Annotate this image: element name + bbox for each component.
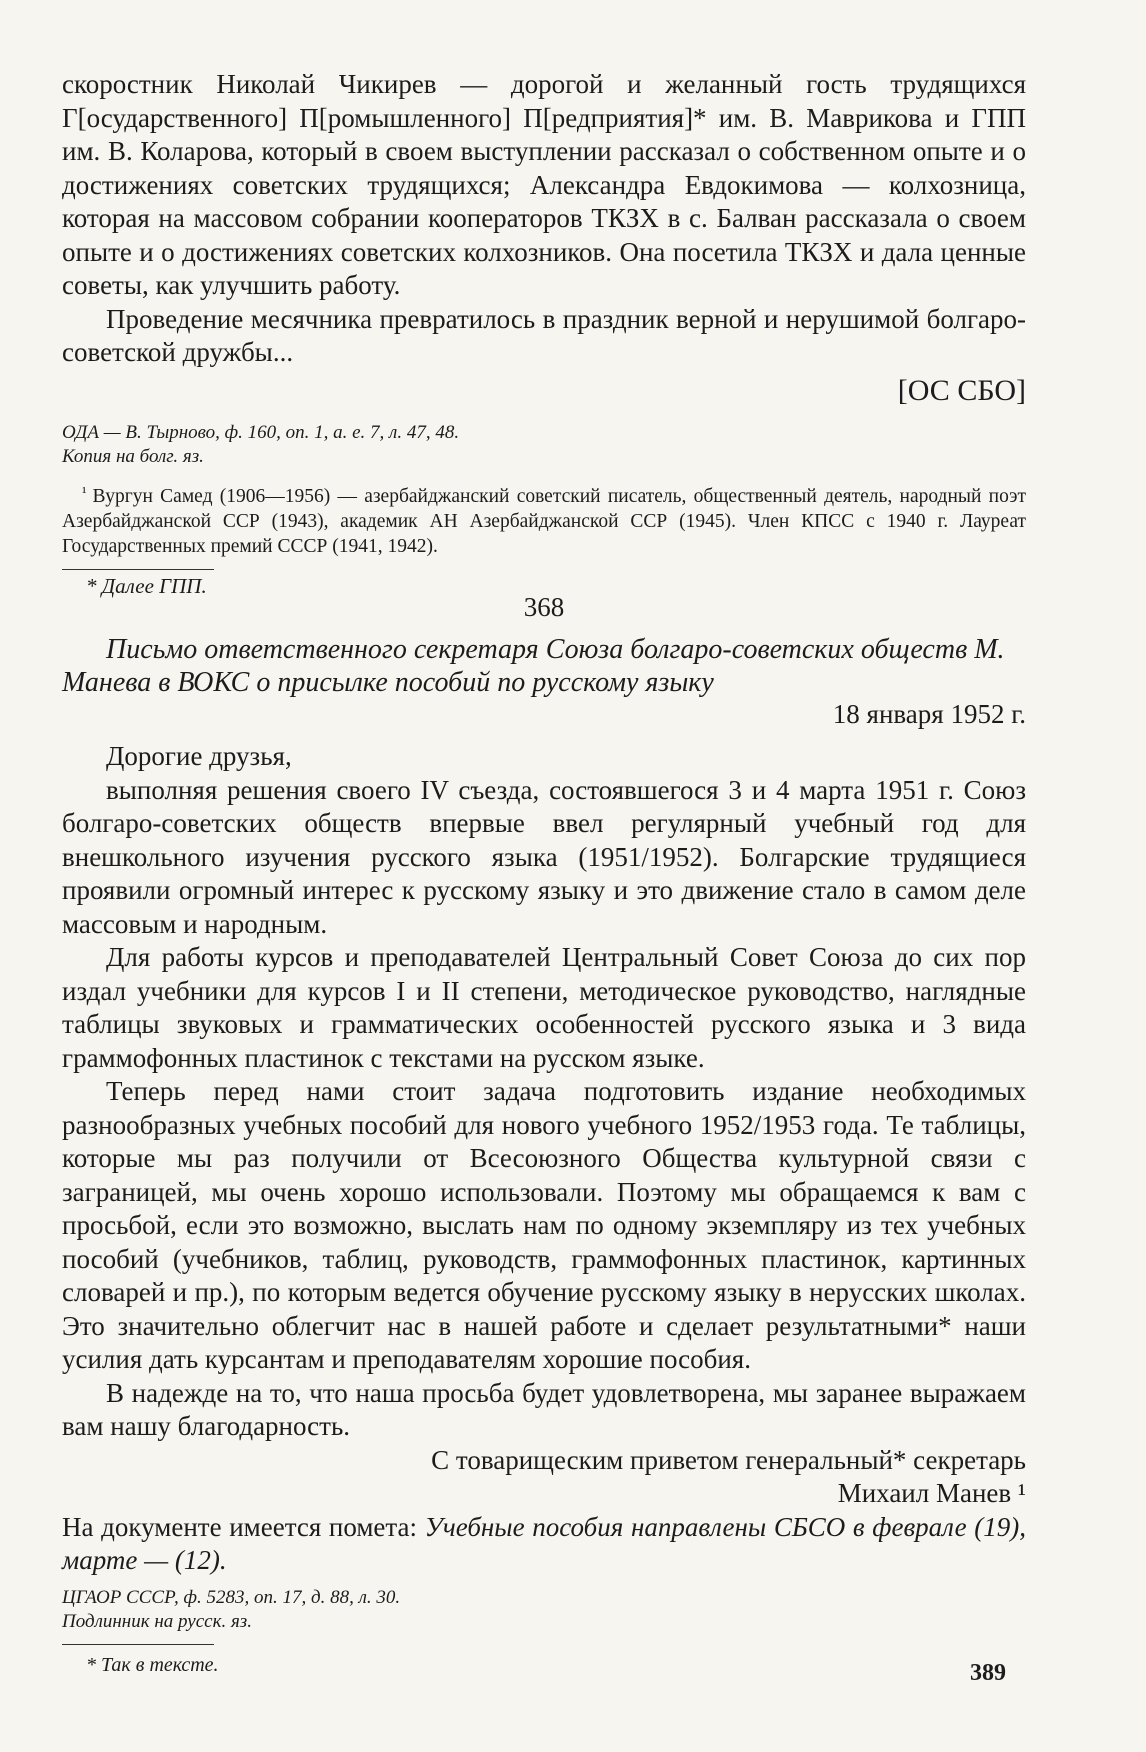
continuation-paragraph: Проведение месячника превратилось в праздник верной и нерушимой болгаро-советской дружбы... [62, 303, 1026, 367]
signature-organization: [ОС СБО] [897, 373, 1026, 407]
letter-paragraph: В надежде на то, что наша просьба будет удовлетворена, мы заранее выражаем вам нашу благодарность. [62, 1377, 1026, 1441]
continuation-paragraph: скоростник Николай Чикирев — дорогой и желанный гость трудящихся Г[осударственного] П[ромышленного] П[редприятия]* им. В. Маврикова и ГПП им. В. Коларова, который в своем выступлении рассказал о собственном опыте и о достижениях советских трудящихся; Александра Евдокимова — колхозница, которая на массовом собрании кооператоров ТКЗХ в с. Балван рассказала о своем опыте и о достижениях советских колхозников. Она посетила ТКЗХ и дала ценные советы, как улучшить работу. [62, 69, 1026, 300]
document-title: Письмо ответственного секретаря Союза болгаро-советских обществ М. Манева в ВОКС о присылке пособий по русскому языку [62, 634, 1005, 698]
archive-source: ОДА — В. Тырново, ф. 160, оп. 1, а. е. 7, л. 47, 48. [62, 422, 460, 443]
asterisk-footnote: * Далее ГПП. [86, 574, 207, 598]
page-number: 389 [970, 1660, 1006, 1686]
note-italic: Учебные пособия направлены СБСО в феврале (19), марте — (12). [62, 1511, 1026, 1575]
archive-source: ЦГАОР СССР, ф. 5283, оп. 17, д. 88, л. 30. [62, 1586, 401, 1608]
letter-paragraph: Теперь перед нами стоит задача подготовить издание необходимых разнообразных учебных пособий для нового учебного 1952/1953 года. Те таблицы, которые мы раз получили от Всесоюзного Общества культурной связи с заграницей, мы очень хорошо использовали. Поэтому мы обращаемся к вам с просьбой, если это возможно, выслать нам по одному экземпляру из тех учебных пособий (учебников, таблиц, руководств, граммофонных пластинок, картинных словарей и пр.), по которым ведется обучение русскому языку в нерусских школах. Это значительно облегчит нас в нашей работе и сделает результатными* наши усилия дать курсантам и преподавателям хорошие пособия. [62, 1076, 1026, 1374]
note-prefix: На документе имеется помета: [62, 1511, 425, 1542]
archive-language-note: Подлинник на русск. яз. [62, 1610, 252, 1632]
footnote-divider [62, 569, 214, 570]
salutation: Дорогие друзья, [106, 741, 292, 771]
document-number: 368 [523, 592, 565, 622]
letter-paragraph: Для работы курсов и преподавателей Центральный Совет Союза до сих пор издал учебники для курсов I и II степени, методическое руководство, наглядные таблицы звуковых и грамматических особенностей русского языка и 3 вида граммофонных пластинок с текстами на русском языке. [62, 942, 1026, 1073]
archive-language-note: Копия на болг. яз. [62, 446, 204, 467]
footnote-divider [62, 1644, 214, 1645]
closing-line: С товарищеским приветом генеральный* секретарь [431, 1444, 1026, 1475]
letter-paragraph: выполняя решения своего IV съезда, состоявшегося 3 и 4 марта 1951 г. Союз болгаро-советских обществ впервые ввел регулярный учебный год для внешкольного изучения русского языка (1951/1952). Болгарские трудящиеся проявили огромный интерес к русскому языку и это движение стало в самом деле массовым и народным. [62, 774, 1026, 939]
footnote [62, 481, 1026, 559]
signer-name: Михаил Манев ¹ [837, 1478, 1026, 1508]
document-date: 18 января 1952 г. [832, 699, 1026, 729]
document-note [62, 1511, 1026, 1578]
footnote-marker: ¹ [82, 485, 87, 501]
asterisk-footnote: * Так в тексте. [86, 1653, 219, 1676]
footnote-text: Вургун Самед (1906—1956) — азербайджанский советский писатель, общественный деятель, народный поэт Азербайджанской ССР (1943), академик АН Азербайджанской ССР (1945). Член КПСС с 1940 г. Лауреат Государственных премий СССР (1941, 1942). [62, 486, 1026, 557]
